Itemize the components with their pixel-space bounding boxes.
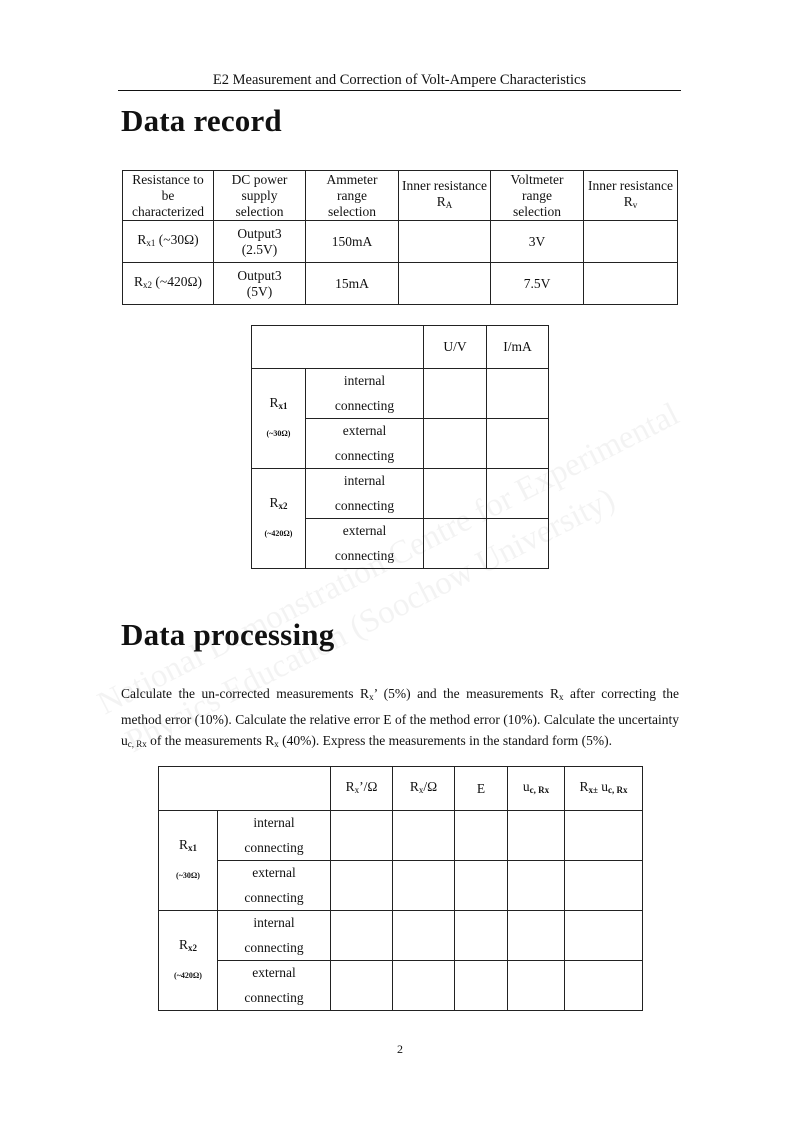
- para-subscript: c, Rx: [127, 739, 147, 749]
- method-line1: external: [252, 865, 296, 880]
- input-cell[interactable]: [455, 861, 508, 911]
- method-cell: [306, 369, 424, 419]
- current-input-cell[interactable]: [487, 519, 549, 569]
- r-subscript: x: [354, 785, 360, 795]
- method-line1: internal: [343, 473, 386, 488]
- section-title-data-record: Data record: [121, 103, 282, 138]
- ammeter-cell: 15mA: [306, 263, 399, 305]
- input-cell[interactable]: [508, 861, 565, 911]
- table-row: [123, 221, 678, 263]
- resistor-group-cell: [252, 369, 306, 469]
- header-uncertainty: [508, 767, 565, 811]
- header-rx-uncorrected: [331, 767, 393, 811]
- unit: ’/Ω: [359, 779, 378, 794]
- method-line1: external: [342, 523, 387, 538]
- dc-output: Output3: [237, 225, 282, 241]
- input-cell[interactable]: [508, 961, 565, 1011]
- empty-header-cell: [252, 326, 424, 369]
- method-line1: external: [252, 965, 296, 980]
- method-cell: [306, 419, 424, 469]
- table-row: [252, 369, 549, 419]
- method-line1: internal: [253, 815, 295, 830]
- approx-value: (~30Ω): [176, 871, 200, 880]
- para-text: (40%). Express the measurements in the standard form (5%).: [278, 733, 612, 748]
- method-cell: [218, 911, 331, 961]
- r-subscript: x1: [188, 843, 197, 853]
- resistor-group-cell: [252, 469, 306, 569]
- input-cell[interactable]: [508, 911, 565, 961]
- resistor-group-cell: [159, 811, 218, 911]
- ra-label: Inner resistance R: [401, 178, 488, 209]
- header-voltmeter-range: Voltmeter range selection: [491, 171, 584, 221]
- rv-input-cell[interactable]: [584, 263, 678, 305]
- ra-input-cell[interactable]: [399, 221, 491, 263]
- table-row: [159, 811, 643, 861]
- voltage-input-cell[interactable]: [424, 419, 487, 469]
- dc-output: Output3: [237, 267, 282, 283]
- approx-value: (~420Ω): [152, 274, 202, 289]
- voltage-input-cell[interactable]: [424, 469, 487, 519]
- method-cell: [218, 861, 331, 911]
- approx-value: (~30Ω): [266, 429, 291, 438]
- voltmeter-cell: 3V: [491, 221, 584, 263]
- resistance-cell: [123, 263, 214, 305]
- method-line1: internal: [253, 915, 295, 930]
- para-subscript: x: [369, 692, 374, 702]
- input-cell[interactable]: [393, 811, 455, 861]
- u-subscript: c, Rx: [529, 785, 550, 795]
- dc-voltage: (2.5V): [241, 241, 278, 257]
- method-line2: connecting: [334, 547, 395, 563]
- u-subscript: c, Rx: [608, 785, 628, 795]
- r-symbol: R: [134, 274, 144, 289]
- input-cell[interactable]: [565, 811, 643, 861]
- dc-power-cell: [214, 221, 306, 263]
- input-cell[interactable]: [331, 861, 393, 911]
- method-cell: [306, 519, 424, 569]
- running-title: E2 Measurement and Correction of Volt-Ampere Characteristics: [212, 72, 587, 88]
- input-cell[interactable]: [393, 861, 455, 911]
- header-rx-corrected: [393, 767, 455, 811]
- unit: /Ω: [423, 779, 438, 794]
- r-subscript: x2: [188, 943, 197, 953]
- para-subscript: x: [274, 739, 279, 749]
- rv-label: Inner resistance R: [587, 178, 674, 209]
- para-text: ’ (5%) and the measurements R: [373, 686, 559, 701]
- r-symbol: R: [269, 395, 279, 410]
- rv-input-cell[interactable]: [584, 221, 678, 263]
- current-input-cell[interactable]: [487, 469, 549, 519]
- r-subscript: x1: [278, 401, 288, 411]
- input-cell[interactable]: [393, 911, 455, 961]
- ammeter-cell: 150mA: [306, 221, 399, 263]
- input-cell[interactable]: [393, 961, 455, 1011]
- header-current: I/mA: [487, 326, 549, 369]
- instructions-paragraph: [121, 683, 679, 756]
- para-subscript: x: [558, 692, 564, 702]
- dc-power-cell: [214, 263, 306, 305]
- resistance-cell: [123, 221, 214, 263]
- para-text: of the measurements R: [146, 733, 275, 748]
- approx-value: (~420Ω): [174, 971, 202, 980]
- r-subscript: x2: [143, 280, 153, 290]
- input-cell[interactable]: [565, 861, 643, 911]
- page-number: 2: [397, 1042, 403, 1056]
- r-symbol: R: [409, 779, 419, 794]
- voltmeter-cell: 7.5V: [491, 263, 584, 305]
- r-symbol: R: [178, 837, 188, 852]
- method-line2: connecting: [244, 889, 304, 905]
- section-title-data-processing: Data processing: [121, 617, 335, 652]
- para-text: Calculate the un-corrected measurements R: [121, 686, 370, 701]
- para-text: after correcting the method error (10%). Calculate the relative error E of the method error (10%). Calculate the uncertainty u: [121, 686, 680, 748]
- empty-header-cell: [159, 767, 331, 811]
- method-line1: external: [342, 423, 387, 438]
- equipment-selection-table: [122, 170, 678, 305]
- r-symbol: R: [178, 937, 188, 952]
- input-cell[interactable]: [508, 811, 565, 861]
- table-row: [123, 263, 678, 305]
- ra-input-cell[interactable]: [399, 263, 491, 305]
- header-inner-resistance-ra: [399, 171, 491, 221]
- table-header-row: [159, 767, 643, 811]
- resistor-group-cell: [159, 911, 218, 1011]
- results-table: [158, 766, 643, 1011]
- r-symbol: R: [137, 232, 147, 247]
- header-ammeter-range: Ammeter range selection: [306, 171, 399, 221]
- input-cell[interactable]: [331, 961, 393, 1011]
- header-voltage: U/V: [424, 326, 487, 369]
- method-line2: connecting: [244, 989, 304, 1005]
- r-subscript: x: [418, 785, 424, 795]
- table-row: [252, 469, 549, 519]
- current-input-cell[interactable]: [487, 369, 549, 419]
- r-subscript: x2: [278, 501, 288, 511]
- method-cell: [218, 811, 331, 861]
- input-cell[interactable]: [455, 911, 508, 961]
- voltage-input-cell[interactable]: [424, 519, 487, 569]
- rv-subscript: v: [632, 200, 638, 210]
- input-cell[interactable]: [455, 961, 508, 1011]
- table-header-row: [123, 171, 678, 221]
- method-line2: connecting: [334, 397, 395, 413]
- current-input-cell[interactable]: [487, 419, 549, 469]
- r-symbol: R: [579, 779, 589, 794]
- header-dc-power: DC power supply selection: [214, 171, 306, 221]
- method-line2: connecting: [244, 939, 304, 955]
- voltage-current-table: [251, 325, 549, 569]
- table-header-row: [252, 326, 549, 369]
- r-symbol: R: [345, 779, 355, 794]
- header-inner-resistance-rv: [584, 171, 678, 221]
- method-line2: connecting: [244, 839, 304, 855]
- input-cell[interactable]: [455, 811, 508, 861]
- input-cell[interactable]: [565, 961, 643, 1011]
- method-line1: internal: [343, 373, 386, 388]
- r-symbol: R: [269, 495, 279, 510]
- header-relative-error: E: [455, 767, 508, 811]
- voltage-input-cell[interactable]: [424, 369, 487, 419]
- input-cell[interactable]: [565, 911, 643, 961]
- u-symbol: u: [597, 779, 609, 794]
- table-row: [159, 861, 643, 911]
- input-cell[interactable]: [331, 911, 393, 961]
- approx-value: (~30Ω): [155, 232, 199, 247]
- header-rule: [118, 90, 681, 91]
- method-cell: [218, 961, 331, 1011]
- approx-value: (~420Ω): [264, 529, 293, 538]
- method-cell: [306, 469, 424, 519]
- table-row: [159, 961, 643, 1011]
- method-line2: connecting: [334, 447, 395, 463]
- dc-voltage: (5V): [246, 283, 273, 299]
- method-line2: connecting: [334, 497, 395, 513]
- input-cell[interactable]: [331, 811, 393, 861]
- table-row: [159, 911, 643, 961]
- r-subscript: x1: [146, 238, 156, 248]
- ra-subscript: A: [445, 200, 453, 210]
- header-standard-form: [565, 767, 643, 811]
- header-resistance: Resistance to be characterized: [123, 171, 214, 221]
- u-symbol: u: [522, 779, 530, 794]
- r-subscript: x±: [588, 785, 598, 795]
